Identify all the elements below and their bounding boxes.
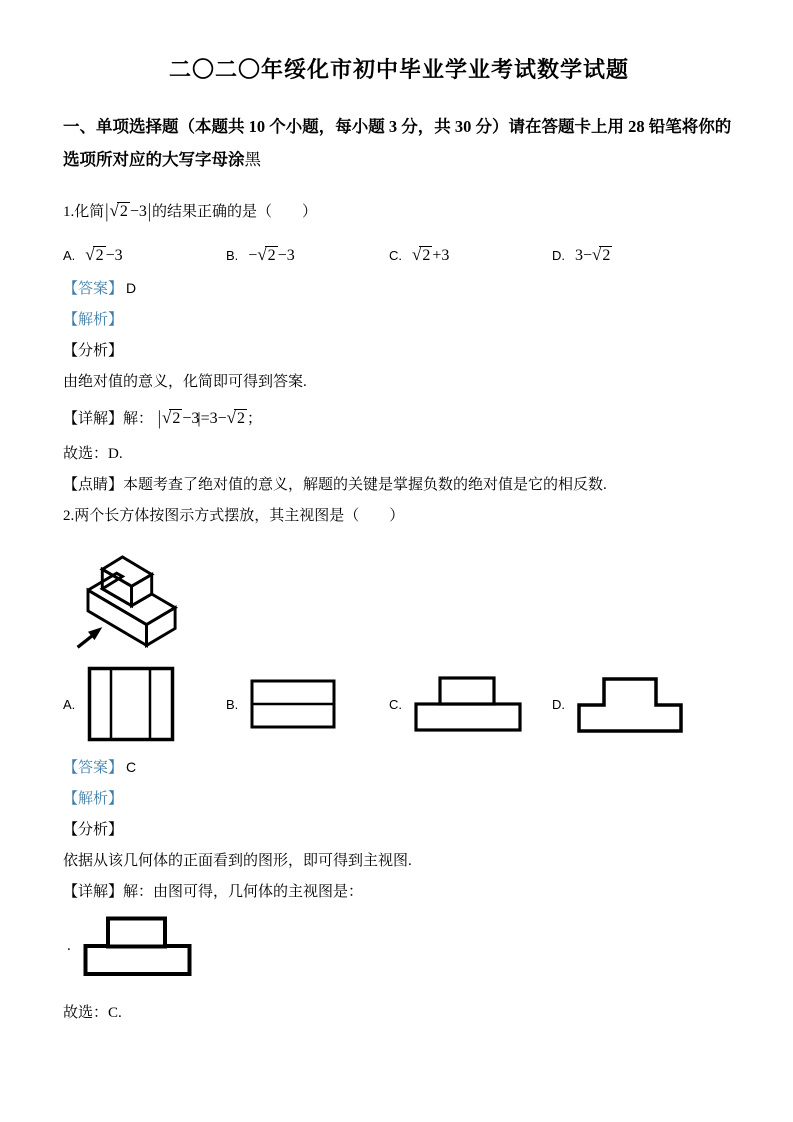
answer-label: 【答案】 xyxy=(63,281,124,297)
option-b xyxy=(226,245,389,265)
option-b-label: B. xyxy=(226,696,239,712)
formula-pre: 3− xyxy=(575,247,593,264)
option-c-label: C. xyxy=(389,248,402,263)
stacked-boxes-figure xyxy=(75,538,205,652)
page-title: 二〇二〇年绥化市初中毕业学业考试数学试题 xyxy=(168,57,629,82)
option-d-label: D. xyxy=(552,696,565,712)
fenxi-label: 【分析】 xyxy=(63,343,124,359)
q1-guxuan: 故选：D. xyxy=(63,446,123,462)
sqrt-symbol: √ xyxy=(161,408,170,427)
q2-answer-letter: C xyxy=(126,759,137,775)
option-d-figure xyxy=(577,675,683,733)
slab-right-face xyxy=(147,608,176,646)
q2-answer-line xyxy=(63,752,735,784)
option-c-label: C. xyxy=(389,696,402,712)
q1-fenxi-line xyxy=(63,336,735,367)
option-c xyxy=(389,245,552,265)
option-c-figure xyxy=(414,676,522,732)
option-a-label: A. xyxy=(63,248,76,263)
q1-answer-line xyxy=(63,273,735,305)
radicand: 2 xyxy=(234,409,247,427)
figure-dot: . xyxy=(67,938,71,954)
xiangjie-label: 【详解】 xyxy=(63,411,124,427)
jiexi-label: 【解析】 xyxy=(63,791,124,807)
option-a-label: A. xyxy=(63,696,76,712)
radicand: 2 xyxy=(169,409,182,427)
formula-mid: −3 xyxy=(182,410,200,427)
sqrt-symbol: √ xyxy=(85,245,93,264)
formula-pre: − xyxy=(248,247,258,264)
formula-tail: ； xyxy=(246,411,262,427)
section-header xyxy=(63,110,735,176)
radicand: 2 xyxy=(93,246,106,264)
question-1-options xyxy=(63,245,735,265)
option-d xyxy=(552,245,715,265)
q1-xiangjie-formula xyxy=(157,407,247,429)
radicand: 2 xyxy=(117,202,130,220)
option-a xyxy=(63,245,226,265)
front-view-svg xyxy=(83,916,193,978)
dianjing-label: 【点睛】 xyxy=(63,477,124,493)
question-2-stem: 2.两个长方体按图示方式摆放，其主视图是（ ） xyxy=(63,508,405,524)
option-a xyxy=(63,666,226,742)
front-view-figure xyxy=(67,916,193,978)
q1-xiangjie-line xyxy=(63,398,735,439)
formula-eq: |=3− xyxy=(197,410,227,427)
option-a-formula xyxy=(85,247,122,264)
question-1-stem xyxy=(63,196,735,227)
sqrt-symbol: √ xyxy=(109,201,117,220)
sqrt-symbol: √ xyxy=(257,245,265,264)
small-box-right-face xyxy=(132,575,152,606)
abs-bar: | xyxy=(147,200,152,222)
option-d xyxy=(552,675,715,733)
question-2-options xyxy=(63,666,735,742)
section-header-bold: 一、单项选择题（本题共 10 个小题，每小题 3 分，共 30 分）请在答题卡上用 28 铅笔将你的选项所对应的大写字母涂 xyxy=(63,117,732,169)
abs-bar: | xyxy=(105,200,109,222)
radicand: 2 xyxy=(419,246,432,264)
formula-post: −3 xyxy=(105,247,123,264)
q2-fenxi-line xyxy=(63,815,735,846)
answer-label: 【答案】 xyxy=(63,760,124,776)
xiangjie-text: 解：由图可得，几何体的主视图是： xyxy=(123,884,364,900)
question-1-suffix: 的结果正确的是（ ） xyxy=(152,204,318,220)
option-d-formula xyxy=(575,247,612,264)
small-box-top-face xyxy=(102,557,151,586)
formula-tail: −3 xyxy=(129,203,147,220)
sqrt-symbol: √ xyxy=(412,245,420,264)
dianjing-text: 本题考查了绝对值的意义，解题的关键是掌握负数的绝对值是它的相反数. xyxy=(123,477,607,493)
option-d-label: D. xyxy=(552,248,565,263)
option-a-figure xyxy=(87,666,175,742)
sqrt-symbol: √ xyxy=(226,408,234,427)
q1-jiexi-line xyxy=(63,305,735,336)
option-b-formula xyxy=(248,247,294,264)
formula-post: +3 xyxy=(432,247,450,264)
q2-fenxi-text: 依据从该几何体的正面看到的图形，即可得到主视图. xyxy=(63,853,412,869)
question-1-text: 1.化简 xyxy=(63,204,105,220)
fenxi-label: 【分析】 xyxy=(63,822,124,838)
radicand: 2 xyxy=(265,246,278,264)
xiangjie-prefix: 解： xyxy=(123,411,154,427)
q2-guxuan: 故选：C. xyxy=(63,1005,122,1021)
jiexi-label: 【解析】 xyxy=(63,312,124,328)
xiangjie-label: 【详解】 xyxy=(63,884,124,900)
stacked-boxes-svg xyxy=(75,538,205,652)
option-b xyxy=(226,679,389,729)
question-1-formula xyxy=(104,200,152,222)
sqrt-symbol: √ xyxy=(592,245,600,264)
section-header-tail: 黑 xyxy=(244,150,261,169)
option-c xyxy=(389,676,552,732)
q2-xiangjie-line xyxy=(63,877,735,908)
formula-post: −3 xyxy=(277,247,295,264)
radicand: 2 xyxy=(599,246,612,264)
q2-jiexi-line xyxy=(63,784,735,815)
option-b-label: B. xyxy=(226,248,239,263)
q1-dianjing-line xyxy=(63,470,735,501)
option-c-formula xyxy=(412,247,449,264)
abs-bar: | xyxy=(157,407,161,429)
option-b-figure xyxy=(250,679,336,729)
view-direction-arrow xyxy=(78,627,103,647)
q1-answer-letter: D xyxy=(126,280,137,296)
q1-fenxi-text: 由绝对值的意义，化简即可得到答案. xyxy=(63,374,307,390)
